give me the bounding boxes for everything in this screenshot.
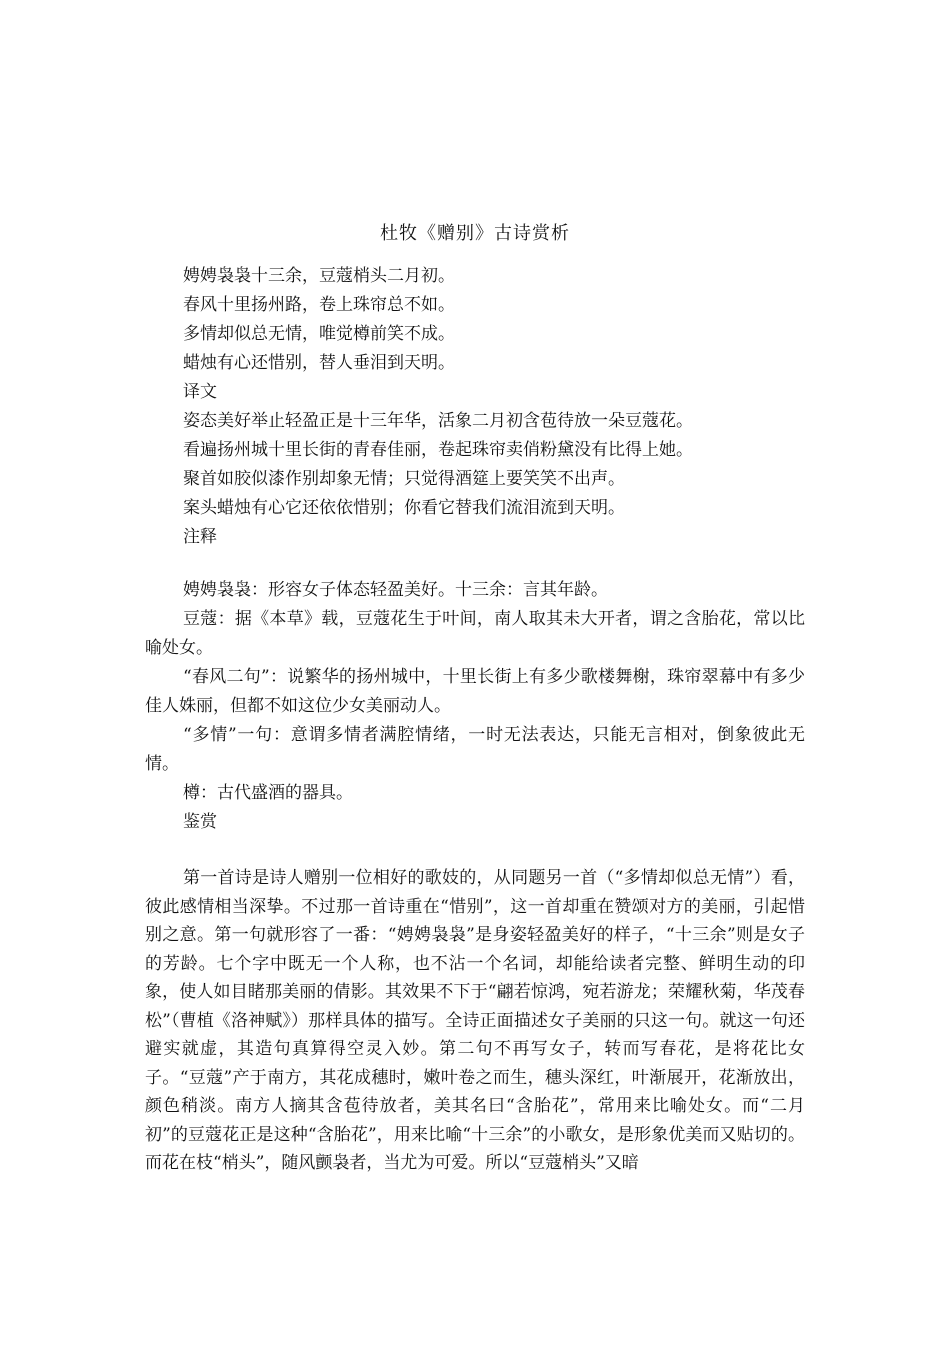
translation-line: 姿态美好举止轻盈正是十三年华，活象二月初含苞待放一朵豆蔻花。 xyxy=(183,411,693,431)
note-paragraph: 豆蔻：据《本草》载，豆蔻花生于叶间，南人取其未大开者，谓之含胎花，常以比喻处女。 xyxy=(145,609,805,658)
note-paragraph: 樽：古代盛酒的器具。 xyxy=(183,783,353,803)
translation-line: 聚首如胶似漆作别却象无情；只觉得酒筵上要笑笑不出声。 xyxy=(183,469,625,489)
poem-line: 多情却似总无情，唯觉樽前笑不成。 xyxy=(183,324,455,344)
poem-line: 娉娉袅袅十三余，豆蔻梢头二月初。 xyxy=(183,266,455,286)
appreciation-paragraph: 第一首诗是诗人赠别一位相好的歌妓的，从同题另一首（“多情却似总无情”）看，彼此感情相当深挚。不过那一首诗重在“惜别”，这一首却重在赞颂对方的美丽，引起惜别之意。第一句就形容了一番：“娉娉袅袅”是身姿轻盈美好的样子，“十三余”则是女子的芳龄。七个字中既无一个人称，也不沾一个名词，却能给读者完整、鲜明生动的印象，使人如目睹那美丽的倩影。其效果不下于“翩若惊鸿，宛若游龙；荣耀秋菊，华茂春松”（曹植《洛神赋》）那样具体的描写。全诗正面描述女子美丽的只这一句。就这一句还避实就虚，其造句真算得空灵入妙。第二句不再写女子，转而写春花，是将花比女子。“豆蔻”产于南方，其花成穗时，嫩叶卷之而生，穗头深红，叶渐展开，花渐放出，颜色稍淡。南方人摘其含苞待放者，美其名曰“含胎花”，常用来比喻处女。而“二月初”的豆蔻花正是这种“含胎花”，用来比喻“十三余”的小歌女，是形象优美而又贴切的。而花在枝“梢头”，随风颤袅者，当尤为可爱。所以“豆蔻梢头”又暗 xyxy=(145,868,805,1173)
translation-line: 看遍扬州城十里长街的青春佳丽，卷起珠帘卖俏粉黛没有比得上她。 xyxy=(183,440,693,460)
poem-section xyxy=(145,262,805,552)
note-paragraph: “多情”一句：意谓多情者满腔情绪，一时无法表达，只能无言相对，倒象彼此无情。 xyxy=(145,725,805,774)
appreciation-section xyxy=(145,864,805,1178)
page-title: 杜牧《赠别》古诗赏析 xyxy=(380,223,570,244)
translation-heading: 译文 xyxy=(183,382,217,402)
notes-heading: 注释 xyxy=(183,527,217,547)
poem-line: 春风十里扬州路，卷上珠帘总不如。 xyxy=(183,295,455,315)
notes-section xyxy=(145,576,805,837)
appreciation-heading: 鉴赏 xyxy=(183,812,217,832)
note-paragraph: “春风二句”：说繁华的扬州城中，十里长街上有多少歌楼舞榭，珠帘翠幕中有多少佳人姝丽，但都不如这位少女美丽动人。 xyxy=(145,667,805,716)
poem-line: 蜡烛有心还惜别，替人垂泪到天明。 xyxy=(183,353,455,373)
note-paragraph: 娉娉袅袅：形容女子体态轻盈美好。十三余：言其年龄。 xyxy=(183,580,608,600)
translation-line: 案头蜡烛有心它还依依惜别；你看它替我们流泪流到天明。 xyxy=(183,498,625,518)
